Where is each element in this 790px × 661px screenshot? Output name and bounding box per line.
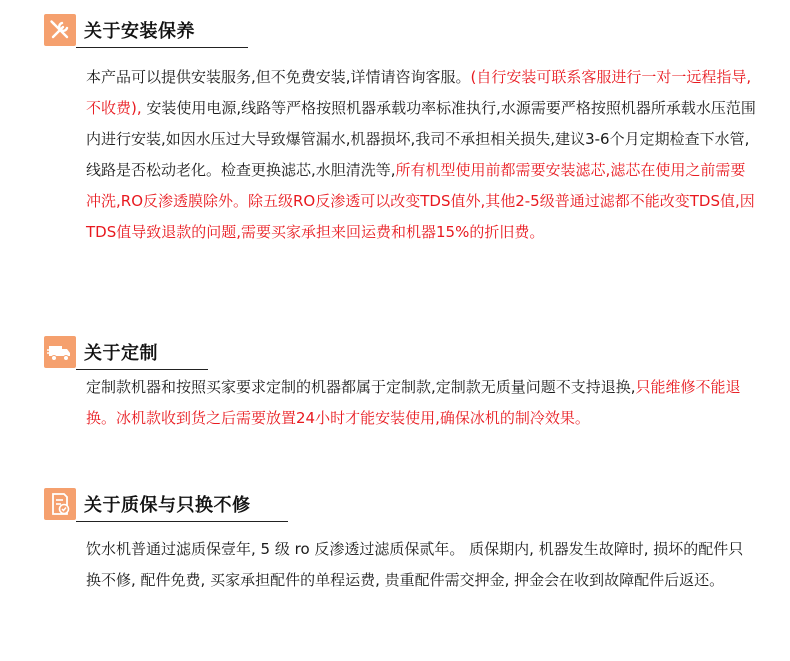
text-highlight: 只能维修不能退换。冰机款收到货之后需要放置24小时才能安装使用,确保冰机的制冷效果。 bbox=[86, 378, 741, 427]
section-text bbox=[86, 62, 756, 248]
document-check-icon bbox=[44, 488, 76, 520]
title-underline bbox=[76, 369, 208, 370]
section-text bbox=[86, 534, 756, 596]
wrench-screwdriver-icon bbox=[44, 14, 76, 46]
text-highlight: 所有机型使用前都需要安装滤芯,滤芯在使用之前需要冲洗,RO反渗透膜除外。除五级RO反渗透可以改变TDS值外,其他2-5级普通过滤都不能改变TDS值,因TDS值导致退款的问题,需要买家承担来回运费和机器15%的折旧费。 bbox=[86, 161, 755, 241]
title-underline bbox=[76, 521, 288, 522]
text-normal: 饮水机普通过滤质保壹年, 5 级 ro 反渗透过滤质保贰年。 质保期内, 机器发生故障时, 损坏的配件只换不修, 配件免费, 买家承担配件的单程运费, 贵重配件需交押金, 押金会在收到故障配件后返还。 bbox=[86, 540, 744, 589]
section-title: 关于安装保养 bbox=[84, 21, 195, 42]
text-normal: 定制款机器和按照买家要求定制的机器都属于定制款,定制款无质量问题不支持退换, bbox=[86, 378, 636, 396]
section-text bbox=[86, 372, 756, 434]
text-highlight: (自行安装可联系客服进行一对一远程指导, 不收费), bbox=[86, 68, 752, 117]
section-title: 关于定制 bbox=[84, 343, 158, 364]
section-title: 关于质保与只换不修 bbox=[84, 495, 251, 516]
text-normal: 本产品可以提供安装服务,但不免费安装,详情请咨询客服。 bbox=[86, 68, 471, 86]
text-normal: 安装使用电源,线路等严格按照机器承载功率标准执行,水源需要严格按照机器所承载水压范围内进行安装,如因水压过大导致爆管漏水,机器损坏,我司不承担相关损失,建议3-6个月定期检查下水管,线路是否松动老化。检查更换滤芯,水胆清洗等, bbox=[86, 99, 756, 179]
title-underline bbox=[76, 47, 248, 48]
delivery-truck-icon bbox=[44, 336, 76, 368]
